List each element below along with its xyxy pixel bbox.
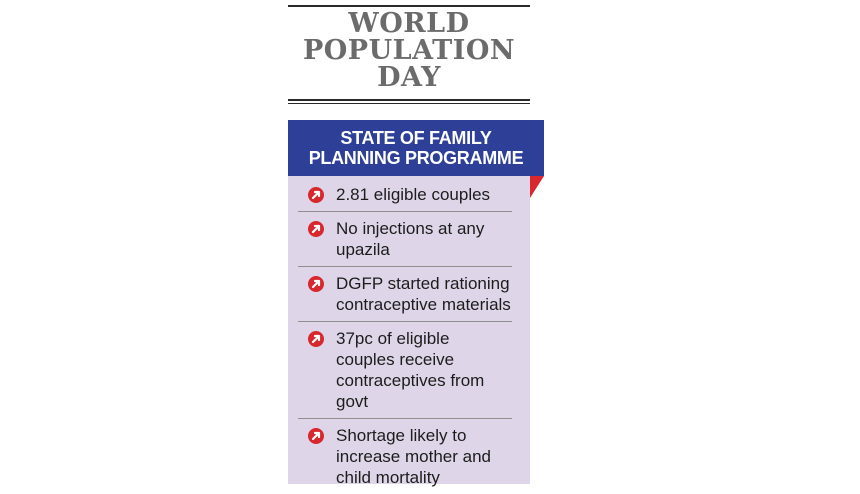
list-item-text: DGFP started rationing contraceptive materials	[336, 274, 511, 314]
info-panel	[288, 120, 530, 487]
list-item-text: 37pc of eligible couples receive contraceptives from govt	[336, 329, 485, 411]
list-item	[298, 212, 512, 267]
list-item-text: 2.81 eligible couples	[336, 185, 491, 204]
arrow-up-right-icon	[308, 187, 324, 203]
top-rule	[288, 5, 530, 7]
divider	[288, 103, 530, 104]
list-item	[298, 322, 512, 419]
list-item	[298, 178, 512, 212]
arrow-up-right-icon	[308, 276, 324, 292]
section-banner	[288, 120, 544, 176]
arrow-up-right-icon	[308, 428, 324, 444]
list-item	[298, 267, 512, 322]
fact-list	[288, 178, 530, 494]
banner-line-1: STATE OF FAMILY	[340, 128, 492, 148]
arrow-up-right-icon	[308, 331, 324, 347]
title-line-3: DAY	[377, 62, 441, 93]
banner-line-2: PLANNING PROGRAMME	[308, 148, 524, 168]
divider	[288, 99, 530, 101]
title-line-2: POPULATION	[302, 35, 516, 66]
banner-fold	[530, 176, 544, 198]
list-item-text: Shortage likely to increase mother and child mortality	[336, 426, 491, 487]
list-item	[298, 419, 512, 494]
infographic	[288, 0, 530, 487]
title-line-1: WORLD	[348, 8, 470, 39]
page-title	[288, 10, 530, 91]
arrow-up-right-icon	[308, 221, 324, 237]
list-item-text: No injections at any upazila	[336, 219, 485, 259]
